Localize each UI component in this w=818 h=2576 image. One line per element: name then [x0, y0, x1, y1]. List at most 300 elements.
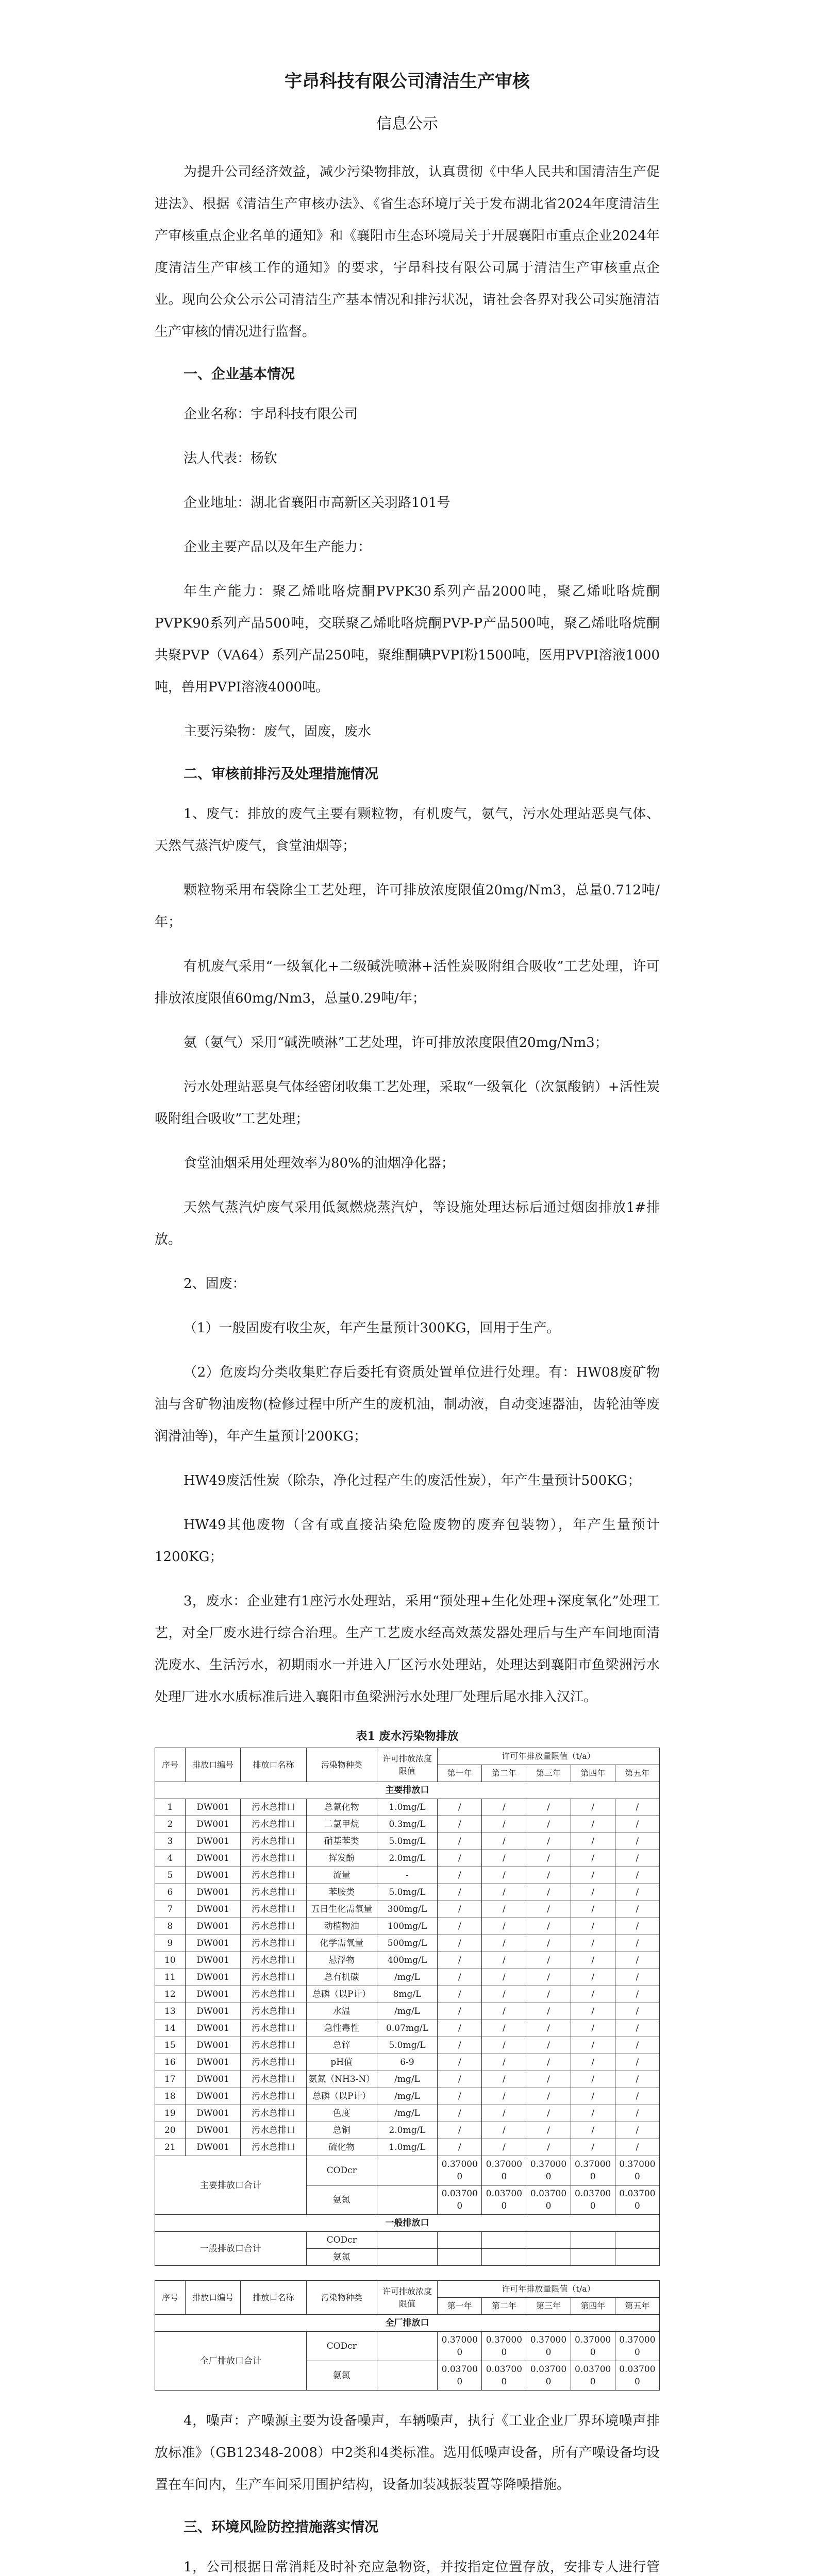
table-cell: 1.0mg/L — [377, 2139, 437, 2156]
table-cell: 氨氮 — [306, 2249, 377, 2266]
table-cell: 13 — [155, 2003, 186, 2020]
table-cell: 0.370000 — [482, 2332, 526, 2361]
table-cell: / — [615, 1952, 659, 1969]
solid-waste-heading: 2、固废： — [183, 1276, 246, 1292]
table-cell: / — [482, 1918, 526, 1935]
header-cell: 排放口名称 — [241, 2281, 306, 2315]
table-cell: DW001 — [185, 1969, 241, 1986]
table-cell: 0.037000 — [526, 2185, 571, 2215]
table-cell: / — [571, 2020, 615, 2037]
table-cell: / — [482, 1833, 526, 1850]
table-cell: 0.037000 — [482, 2361, 526, 2391]
table-cell: 12 — [155, 1986, 186, 2003]
header-cell: 许可排放浓度限值 — [377, 2281, 437, 2315]
table-cell: / — [615, 2003, 659, 2020]
table-cell: 氨氮 — [306, 2185, 377, 2215]
table-cell: 2 — [155, 1816, 186, 1833]
table-cell: / — [615, 2054, 659, 2071]
table-cell: / — [482, 1986, 526, 2003]
table-cell: DW001 — [185, 1935, 241, 1952]
table-cell: 0.370000 — [571, 2156, 615, 2185]
table-cell: 0.370000 — [438, 2156, 482, 2185]
table-cell: / — [482, 2003, 526, 2020]
table-cell: 0.037000 — [438, 2361, 482, 2391]
table-cell: / — [615, 2105, 659, 2122]
table-cell: / — [438, 2088, 482, 2105]
table-cell: DW001 — [185, 2088, 241, 2105]
table-cell: / — [615, 1901, 659, 1918]
table-cell: 5.0mg/L — [377, 2037, 437, 2054]
table-cell: / — [571, 1850, 615, 1867]
table-cell: / — [615, 1935, 659, 1952]
table-cell: DW001 — [185, 1986, 241, 2003]
table-cell: 0.370000 — [526, 2332, 571, 2361]
table-cell: / — [482, 1884, 526, 1901]
table-cell: 挥发酚 — [306, 1850, 377, 1867]
section-row-label: 主要排放口 — [155, 1782, 660, 1799]
table-cell: / — [482, 2139, 526, 2156]
plant-total-table — [155, 2280, 660, 2391]
table-cell: 8mg/L — [377, 1986, 437, 2003]
table-row — [155, 1935, 660, 1952]
table-cell: DW001 — [185, 1918, 241, 1935]
table-cell: 2.0mg/L — [377, 1850, 437, 1867]
table-cell: / — [482, 2054, 526, 2071]
table-cell: / — [615, 1884, 659, 1901]
section-3-heading: 三、环境风险防控措施落实情况 — [183, 2519, 378, 2535]
table-cell: 14 — [155, 2020, 186, 2037]
table-cell: / — [526, 1867, 571, 1884]
table-cell: / — [482, 2037, 526, 2054]
table-cell: 化学需氧量 — [306, 1935, 377, 1952]
table-cell: 11 — [155, 1969, 186, 1986]
table-cell: DW001 — [185, 2054, 241, 2071]
table-cell: / — [438, 1901, 482, 1918]
table-cell: 污水总排口 — [241, 1969, 306, 1986]
table-row — [155, 1867, 660, 1884]
table-cell: 19 — [155, 2105, 186, 2122]
table-cell: 污水总排口 — [241, 2088, 306, 2105]
table-cell: 氨氮 — [306, 2361, 377, 2391]
table-cell: / — [571, 1884, 615, 1901]
table-cell: / — [482, 1850, 526, 1867]
header-cell: 许可排放浓度限值 — [377, 1748, 437, 1782]
table-cell: / — [526, 2003, 571, 2020]
table-cell: DW001 — [185, 1867, 241, 1884]
table-row — [155, 2215, 660, 2232]
table-cell: / — [438, 2122, 482, 2139]
table-cell: 0.370000 — [615, 2156, 659, 2185]
table-cell: 0.370000 — [615, 2332, 659, 2361]
section-row-label: 全厂排放口 — [155, 2315, 660, 2332]
table-cell: / — [615, 2020, 659, 2037]
header-cell: 污染物种类 — [306, 1748, 377, 1782]
table-cell: 污水总排口 — [241, 2071, 306, 2088]
table-cell: CODcr — [306, 2232, 377, 2249]
table-cell: 主要排放口合计 — [155, 2156, 307, 2215]
kitchen-fume-paragraph: 食堂油烟采用处理效率为80%的油烟净化器； — [183, 1156, 455, 1171]
header-cell: 第四年 — [571, 1765, 615, 1782]
header-group-cell: 许可年排放量限值（t/a） — [438, 1748, 660, 1765]
table-row — [155, 2332, 660, 2361]
company-name: 企业名称：宇昂科技有限公司 — [183, 406, 358, 422]
table-cell: 10 — [155, 1952, 186, 1969]
table-cell: /mg/L — [377, 2088, 437, 2105]
table-cell: DW001 — [185, 2139, 241, 2156]
table-cell: 污水总排口 — [241, 2139, 306, 2156]
table-cell: / — [615, 2122, 659, 2139]
header-cell: 第五年 — [615, 2298, 659, 2315]
table-cell: / — [526, 1952, 571, 1969]
header-cell: 排放口名称 — [241, 1748, 306, 1782]
table-cell: /mg/L — [377, 2003, 437, 2020]
table-cell: / — [615, 1833, 659, 1850]
table-cell: 色度 — [306, 2105, 377, 2122]
table-cell: DW001 — [185, 1901, 241, 1918]
wastewater-paragraph: 3，废水：企业建有1座污水处理站，采用“预处理+生化处理+深度氧化”处理工艺，对全厂废水进行综合治理。生产工艺废水经高效蒸发器处理后与生产车间地面清洗废水、生活污水，初期雨水一并进入厂区污水处理站，处理达到襄阳市鱼梁洲污水处理厂进水水质标准后进入襄阳市鱼梁洲污水处理厂处理后尾水排入汉江。 — [155, 1594, 660, 1705]
table-cell: 5.0mg/L — [377, 1884, 437, 1901]
exhaust-gas-paragraph: 1、废气：排放的废气主要有颗粒物，有机废气，氨气，污水处理站恶臭气体、天然气蒸汽炉废气，食堂油烟等； — [155, 806, 660, 854]
table-cell: 0.07mg/L — [377, 2020, 437, 2037]
table-cell: / — [438, 1986, 482, 2003]
table-cell — [615, 2249, 659, 2266]
table-cell: / — [615, 2071, 659, 2088]
table-row — [155, 1799, 660, 1816]
table-cell: / — [526, 2037, 571, 2054]
header-cell: 第二年 — [482, 2298, 526, 2315]
table-cell: DW001 — [185, 1884, 241, 1901]
table-cell: 17 — [155, 2071, 186, 2088]
table-cell: / — [526, 2088, 571, 2105]
noise-paragraph: 4，噪声：产噪源主要为设备噪声，车辆噪声，执行《工业企业厂界环境噪声排放标准》（GB12348-2008）中2类和4类标准。选用低噪声设备，所有产噪设备均设置在车间内，生产车间采用围护结构，设备加装减振装置等降噪措施。 — [155, 2413, 660, 2493]
table-cell: / — [482, 1969, 526, 1986]
table-cell: 21 — [155, 2139, 186, 2156]
table-cell: 0.037000 — [615, 2361, 659, 2391]
table-cell: /mg/L — [377, 2071, 437, 2088]
table-cell: 7 — [155, 1901, 186, 1918]
wastewater-table-1 — [155, 1727, 660, 2266]
table-cell: 0.370000 — [482, 2156, 526, 2185]
table-cell: / — [526, 1884, 571, 1901]
table-cell: 二氯甲烷 — [306, 1816, 377, 1833]
table-cell: / — [482, 1952, 526, 1969]
table-cell: / — [438, 2105, 482, 2122]
table-cell: DW001 — [185, 1816, 241, 1833]
products-overview: 企业主要产品以及年生产能力： — [183, 539, 372, 555]
table-cell: 总磷（以P计） — [306, 1986, 377, 2003]
table-cell: 污水总排口 — [241, 2105, 306, 2122]
table-cell: / — [438, 1850, 482, 1867]
table-cell: 300mg/L — [377, 1901, 437, 1918]
table-cell: / — [571, 2071, 615, 2088]
table-cell: 一般排放口合计 — [155, 2232, 307, 2266]
table-cell: / — [571, 2054, 615, 2071]
table-cell: 0.037000 — [571, 2361, 615, 2391]
table-cell: 4 — [155, 1850, 186, 1867]
header-cell: 排放口编号 — [185, 2281, 241, 2315]
table-row — [155, 2232, 660, 2249]
table-cell: / — [571, 1833, 615, 1850]
table-cell: / — [571, 2088, 615, 2105]
table-cell: 急性毒性 — [306, 2020, 377, 2037]
activated-carbon-paragraph: HW49废活性炭（除杂，净化过程产生的废活性炭），年产生量预计500KG； — [183, 1473, 641, 1488]
table-cell: 硫化物 — [306, 2139, 377, 2156]
table-cell: 污水总排口 — [241, 2122, 306, 2139]
table-cell: / — [615, 1986, 659, 2003]
header-cell: 第三年 — [526, 2298, 571, 2315]
table-cell: 0.037000 — [571, 2185, 615, 2215]
table-cell: / — [438, 1867, 482, 1884]
table-cell: / — [526, 1935, 571, 1952]
table-row — [155, 2088, 660, 2105]
table-cell: 污水总排口 — [241, 1833, 306, 1850]
table-cell: 400mg/L — [377, 1952, 437, 1969]
table-cell: / — [526, 2020, 571, 2037]
table-cell: 5 — [155, 1867, 186, 1884]
general-waste-paragraph: （1）一般固废有收尘灰，年产生量预计300KG，回用于生产。 — [183, 1320, 560, 1336]
table-cell: 污水总排口 — [241, 1935, 306, 1952]
table-cell: 总有机碳 — [306, 1969, 377, 1986]
table-cell: 总锌 — [306, 2037, 377, 2054]
table-cell: / — [526, 2105, 571, 2122]
organic-gas-paragraph: 有机废气采用“一级氧化+二级碱洗喷淋+活性炭吸附组合吸收”工艺处理，许可排放浓度限值60mg/Nm3，总量0.29吨/年； — [155, 959, 660, 1006]
table-cell: / — [571, 1867, 615, 1884]
table-cell: 全厂排放口合计 — [155, 2332, 307, 2391]
table-cell — [377, 2156, 437, 2185]
table-cell: 总铜 — [306, 2122, 377, 2139]
table-cell: / — [615, 2088, 659, 2105]
table-cell: 流量 — [306, 1867, 377, 1884]
table-cell: 苯胺类 — [306, 1884, 377, 1901]
table-cell: / — [482, 2122, 526, 2139]
table-row — [155, 2105, 660, 2122]
table-cell — [377, 2232, 437, 2249]
table-cell: / — [438, 2139, 482, 2156]
table-cell: / — [482, 1935, 526, 1952]
table-cell: / — [482, 1799, 526, 1816]
table-cell: 0.370000 — [438, 2332, 482, 2361]
table-cell: 0.3mg/L — [377, 1816, 437, 1833]
table-cell: 氨氮（NH3-N） — [306, 2071, 377, 2088]
table-cell: 悬浮物 — [306, 1952, 377, 1969]
intro-paragraph: 为提升公司经济效益，减少污染物排放，认真贯彻《中华人民共和国清洁生产促进法》、根据《清洁生产审核办法》、《省生态环境厅关于发布湖北省2024年度清洁生产审核重点企业名单的通知》和《襄阳市生态环境局关于开展襄阳市重点企业2024年度清洁生产审核工作的通知》的要求，宇昂科技有限公司属于清洁生产审核重点企业。现向公众公示公司清洁生产基本情况和排污状况，请社会各界对我公司实施清洁生产审核的情况进行监督。 — [155, 164, 660, 340]
table-cell — [377, 2185, 437, 2215]
table-cell: / — [526, 1986, 571, 2003]
table-row — [155, 1969, 660, 1986]
table-cell: 动植物油 — [306, 1918, 377, 1935]
table-cell: / — [438, 1918, 482, 1935]
table-cell — [571, 2249, 615, 2266]
table-cell: / — [526, 1969, 571, 1986]
header-cell: 污染物种类 — [306, 2281, 377, 2315]
table-cell: DW001 — [185, 2003, 241, 2020]
table-row — [155, 2122, 660, 2139]
hazardous-waste-paragraph: （2）危废均分类收集贮存后委托有资质处置单位进行处理。有：HW08废矿物油与含矿物油废物(检修过程中所产生的废机油，制动液，自动变速器油，齿轮油等废润滑油等)，年产生量预计200KG； — [155, 1365, 660, 1444]
table-row — [155, 1850, 660, 1867]
table-cell: 五日生化需氧量 — [306, 1901, 377, 1918]
table-cell: DW001 — [185, 2037, 241, 2054]
table-row — [155, 1986, 660, 2003]
table-cell: / — [526, 2071, 571, 2088]
table-cell: / — [526, 1850, 571, 1867]
header-cell: 第二年 — [482, 1765, 526, 1782]
table-cell — [377, 2361, 437, 2391]
table-cell: pH值 — [306, 2054, 377, 2071]
table-cell: / — [438, 2003, 482, 2020]
table-cell: / — [571, 1969, 615, 1986]
table-cell: 污水总排口 — [241, 1816, 306, 1833]
table-cell: DW001 — [185, 2020, 241, 2037]
table-cell: - — [377, 1867, 437, 1884]
table-cell: 污水总排口 — [241, 2020, 306, 2037]
particulate-paragraph: 颗粒物采用布袋除尘工艺处理，许可排放浓度限值20mg/Nm3，总量0.712吨/年； — [155, 883, 660, 930]
table-cell: 0.037000 — [438, 2185, 482, 2215]
table-cell: / — [571, 2122, 615, 2139]
table-cell: 500mg/L — [377, 1935, 437, 1952]
table-cell: DW001 — [185, 1850, 241, 1867]
table-cell: 污水总排口 — [241, 1884, 306, 1901]
table-cell: / — [571, 1952, 615, 1969]
table-cell: / — [438, 2054, 482, 2071]
table-cell: DW001 — [185, 1799, 241, 1816]
table-cell: / — [526, 1833, 571, 1850]
table-cell: DW001 — [185, 2071, 241, 2088]
table-cell: / — [482, 1901, 526, 1918]
header-cell: 第一年 — [438, 2298, 482, 2315]
wastewater-table-2 — [155, 2280, 660, 2391]
main-pollutants: 主要污染物：废气，固废，废水 — [183, 724, 372, 739]
header-cell: 序号 — [155, 1748, 186, 1782]
table-cell: 污水总排口 — [241, 1799, 306, 1816]
table-cell — [526, 2232, 571, 2249]
table-cell — [571, 2232, 615, 2249]
table-cell: / — [571, 2003, 615, 2020]
table-cell: 0.370000 — [571, 2332, 615, 2361]
table-cell — [482, 2249, 526, 2266]
table-cell: 污水总排口 — [241, 1867, 306, 1884]
table-cell: / — [615, 1969, 659, 1986]
table-1-caption: 表1 废水污染物排放 — [356, 1730, 459, 1743]
table-cell: / — [571, 2037, 615, 2054]
document-subtitle: 信息公示 — [376, 115, 438, 133]
table-cell: / — [482, 1867, 526, 1884]
table-cell: / — [571, 1901, 615, 1918]
table-cell: 0.037000 — [615, 2185, 659, 2215]
wastewater-emission-table — [155, 1748, 660, 2266]
table-row — [155, 1901, 660, 1918]
table-row — [155, 1918, 660, 1935]
table-row — [155, 1833, 660, 1850]
table-cell: / — [482, 1816, 526, 1833]
table-cell: 总氰化物 — [306, 1799, 377, 1816]
table-cell: /mg/L — [377, 1969, 437, 1986]
header-cell: 第五年 — [615, 1765, 659, 1782]
table-cell: 15 — [155, 2037, 186, 2054]
section-2-heading: 二、审核前排污及处理措施情况 — [183, 766, 378, 782]
table-cell — [438, 2232, 482, 2249]
table-cell: / — [571, 1986, 615, 2003]
table-cell: / — [438, 2037, 482, 2054]
header-cell: 第一年 — [438, 1765, 482, 1782]
table-cell: / — [526, 2054, 571, 2071]
table-cell — [438, 2249, 482, 2266]
table-cell: / — [438, 1816, 482, 1833]
table-cell: DW001 — [185, 1833, 241, 1850]
table-cell: / — [438, 1969, 482, 1986]
table-cell: 污水总排口 — [241, 1918, 306, 1935]
table-cell: 0.037000 — [526, 2361, 571, 2391]
table-cell: 水温 — [306, 2003, 377, 2020]
table-cell: / — [438, 1884, 482, 1901]
table-row — [155, 1952, 660, 1969]
table-cell: / — [615, 1918, 659, 1935]
table-cell: 16 — [155, 2054, 186, 2071]
table-cell: 一般排放口 — [155, 2215, 660, 2232]
table-cell: / — [526, 2139, 571, 2156]
table-cell — [377, 2249, 437, 2266]
table-cell: / — [438, 1833, 482, 1850]
table-cell: / — [438, 2020, 482, 2037]
header-cell: 排放口编号 — [185, 1748, 241, 1782]
table-cell: 0.037000 — [482, 2185, 526, 2215]
table-cell — [615, 2232, 659, 2249]
table-cell: / — [615, 1816, 659, 1833]
table-row — [155, 1884, 660, 1901]
table-cell: 1 — [155, 1799, 186, 1816]
table-cell: / — [438, 2071, 482, 2088]
table-cell: DW001 — [185, 2122, 241, 2139]
table-cell: 3 — [155, 1833, 186, 1850]
section-1-heading: 一、企业基本情况 — [183, 366, 295, 382]
table-cell: CODcr — [306, 2156, 377, 2185]
table-cell: / — [526, 1918, 571, 1935]
table-row — [155, 2037, 660, 2054]
header-cell: 第三年 — [526, 1765, 571, 1782]
table-row — [155, 2020, 660, 2037]
production-capacity: 年生产能力：聚乙烯吡咯烷酮PVPK30系列产品2000吨，聚乙烯吡咯烷酮PVPK90系列产品500吨，交联聚乙烯吡咯烷酮PVP-P产品500吨，聚乙烯吡咯烷酮共聚PVP（VA64）系列产品250吨，聚维酮碘PVPI粉1500吨，医用PVPI溶液1000吨，兽用PVPI溶液4000吨。 — [155, 584, 660, 695]
boiler-gas-paragraph: 天然气蒸汽炉废气采用低氮燃烧蒸汽炉，等设施处理达标后通过烟囱排放1#排放。 — [155, 1200, 660, 1247]
table-cell: 污水总排口 — [241, 1850, 306, 1867]
table-cell: / — [571, 1799, 615, 1816]
table-cell: 污水总排口 — [241, 1952, 306, 1969]
notice-document — [155, 67, 660, 2576]
table-cell: 污水总排口 — [241, 2037, 306, 2054]
table-cell: 1.0mg/L — [377, 1799, 437, 1816]
company-address: 企业地址：湖北省襄阳市高新区关羽路101号 — [183, 495, 450, 511]
table-row — [155, 2054, 660, 2071]
table-cell: / — [482, 2105, 526, 2122]
table-cell — [482, 2232, 526, 2249]
table-cell: / — [615, 1799, 659, 1816]
table-row — [155, 2003, 660, 2020]
table-cell: 污水总排口 — [241, 1986, 306, 2003]
table-row — [155, 1816, 660, 1833]
table-cell: 0.370000 — [526, 2156, 571, 2185]
table-cell: 污水总排口 — [241, 2003, 306, 2020]
table-cell — [526, 2249, 571, 2266]
risk-materials-paragraph: 1，公司根据日常消耗及时补充应急物资，并按指定位置存放，安排专人进行管 — [183, 2560, 660, 2575]
table-cell: / — [571, 2139, 615, 2156]
table-cell: DW001 — [185, 1952, 241, 1969]
table-cell: / — [526, 1816, 571, 1833]
table-cell: / — [482, 2020, 526, 2037]
table-cell: / — [615, 1850, 659, 1867]
table-row — [155, 2156, 660, 2185]
table-cell: DW001 — [185, 2105, 241, 2122]
table-cell: / — [438, 1952, 482, 1969]
table-cell: 污水总排口 — [241, 1901, 306, 1918]
table-cell: / — [482, 2071, 526, 2088]
